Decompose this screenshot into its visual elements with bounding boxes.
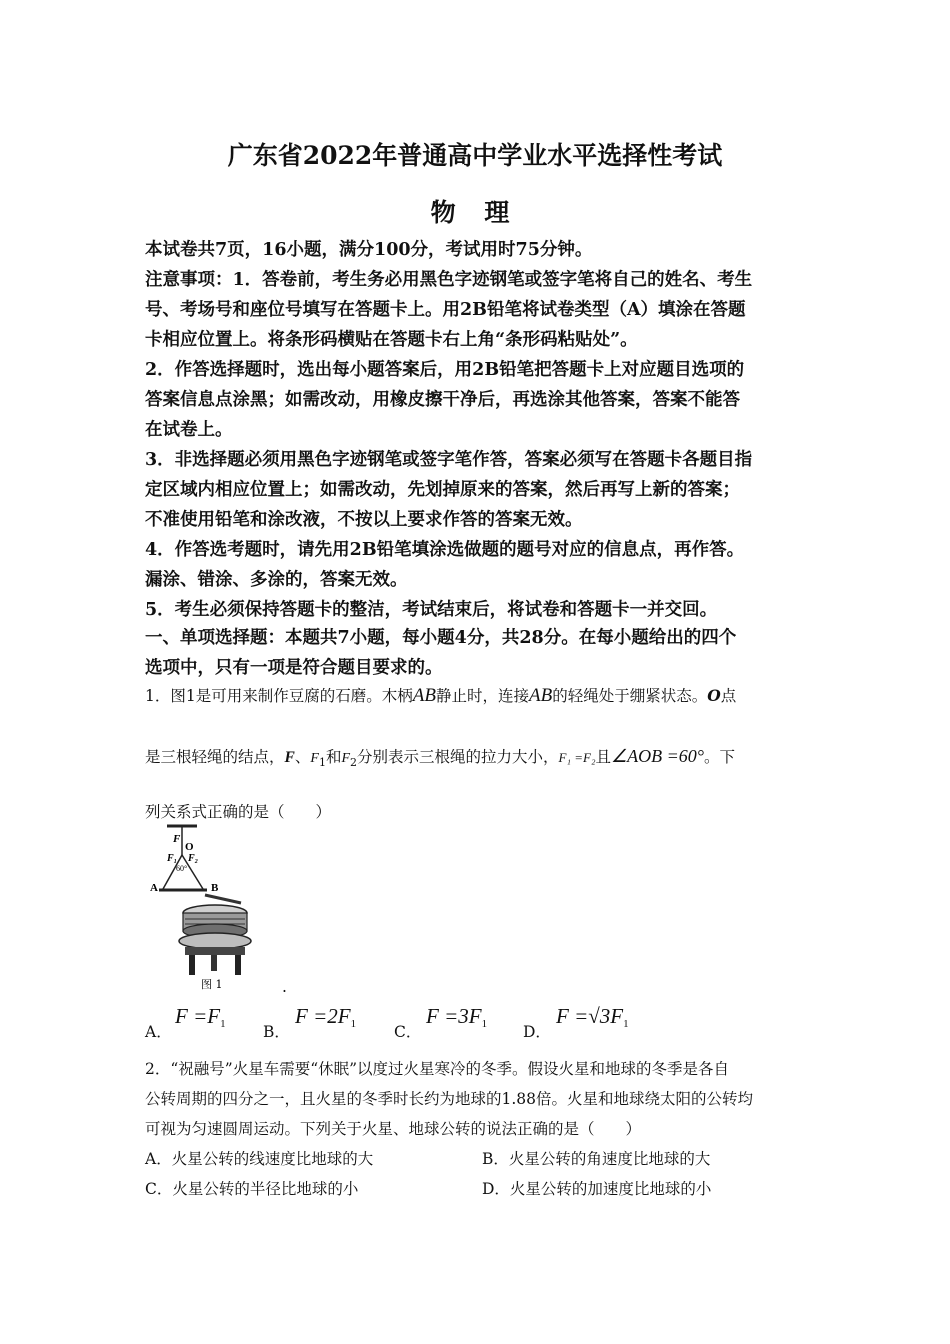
fig-label-f: F (173, 833, 181, 845)
q2-choice-a: A．火星公转的线速度比地球的大 (145, 1150, 374, 1168)
notice-line: 5．考生必须保持答题卡的整洁，考试结束后，将试卷和答题卡一并交回。 (145, 600, 718, 620)
q2-choice-b: B．火星公转的角速度比地球的大 (482, 1150, 711, 1168)
q1-option-a-expr: $F =F_1$ (175, 1004, 226, 1030)
exam-title: 广东省2022年普通高中学业水平选择性考试 (227, 141, 723, 170)
section-heading: 一、单项选择题：本题共7小题，每小题4分，共28分。在每小题给出的四个 (145, 628, 737, 648)
fig-label-f2: F₂ (188, 853, 199, 864)
q1-option-b-label: B． (263, 1023, 290, 1041)
q1-option-d-expr: $F =√3F_1$ (556, 1004, 629, 1030)
notice-line: 漏涂、错涂、多涂的，答案无效。 (145, 570, 408, 590)
notice-line: 注意事项：1．答卷前，考生务必用黑色字迹钢笔或签字笔将自己的姓名、考生 (145, 270, 753, 290)
fig-label-b: B (211, 882, 219, 894)
notice-line: 4．作答选考题时，请先用2B铅笔填涂选做题的题号对应的信息点，再作答。 (145, 540, 745, 560)
fig-label-o: O (185, 841, 194, 853)
subject-title: 物 理 (430, 198, 520, 227)
notice-line: 定区域内相应位置上；如需改动，先划掉原来的答案，然后再写上新的答案； (145, 480, 740, 500)
notice-line: 不准使用铅笔和涂改液，不按以上要求作答的答案无效。 (145, 510, 583, 530)
notice-line: 号、考场号和座位号填写在答题卡上。用2B铅笔将试卷类型（A）填涂在答题 (145, 300, 746, 320)
figure-caption: 图 1 (201, 978, 223, 991)
notice-line: 在试卷上。 (145, 420, 233, 440)
q2-line2: 公转周期的四分之一，且火星的冬季时长约为地球的1.88倍。火星和地球绕太阳的公转均 (145, 1090, 754, 1108)
fig-label-angle: 60° (176, 864, 188, 873)
q1-line1: 1．图1是可用来制作豆腐的石磨。木柄AB静止时，连接AB的轻绳处于绷紧状态。O点 (145, 685, 737, 706)
fig-label-a: A (150, 882, 158, 894)
notice-line: 2．作答选择题时，选出每小题答案后，用2B铅笔把答题卡上对应题目选项的 (145, 360, 745, 380)
q1-line3: 列关系式正确的是（ ） (145, 803, 332, 821)
q1-line2: 是三根轻绳的结点，F、$F_1$和$F_2$分别表示三根绳的拉力大小，F₁ =F₂且∠AOB =60°。下 (145, 746, 735, 769)
q2-choice-d: D．火星公转的加速度比地球的小 (482, 1180, 712, 1198)
fig-label-f1: F₁ (167, 853, 178, 864)
notice-line: 答案信息点涂黑；如需改动，用橡皮擦干净后，再选涂其他答案，答案不能答 (145, 390, 740, 410)
intro-line: 本试卷共7页，16小题，满分100分，考试用时75分钟。 (145, 240, 593, 260)
notice-line: 卡相应位置上。将条形码横贴在答题卡右上角“条形码粘贴处”。 (145, 330, 638, 350)
q2-line3: 可视为匀速圆周运动。下列关于火星、地球公转的说法正确的是（ ） (145, 1120, 642, 1138)
notice-line: 3．非选择题必须用黑色字迹钢笔或签字笔作答，答案必须写在答题卡各题目指 (145, 450, 753, 470)
figure-dot: . (282, 978, 287, 996)
q2-line1: 2．“祝融号”火星车需要“休眠”以度过火星寒冷的冬季。假设火星和地球的冬季是各自 (145, 1060, 730, 1078)
section-heading: 选项中，只有一项是符合题目要求的。 (145, 658, 443, 678)
q2-choice-c: C．火星公转的半径比地球的小 (145, 1180, 359, 1198)
q1-option-b-expr: $F =2F_1$ (295, 1004, 357, 1030)
q1-option-c-label: C． (394, 1023, 422, 1041)
q1-option-a-label: A． (145, 1023, 172, 1041)
q1-option-d-label: D． (523, 1023, 551, 1041)
q1-option-c-expr: $F =3F_1$ (426, 1004, 488, 1030)
stone-mill-figure (145, 823, 260, 991)
